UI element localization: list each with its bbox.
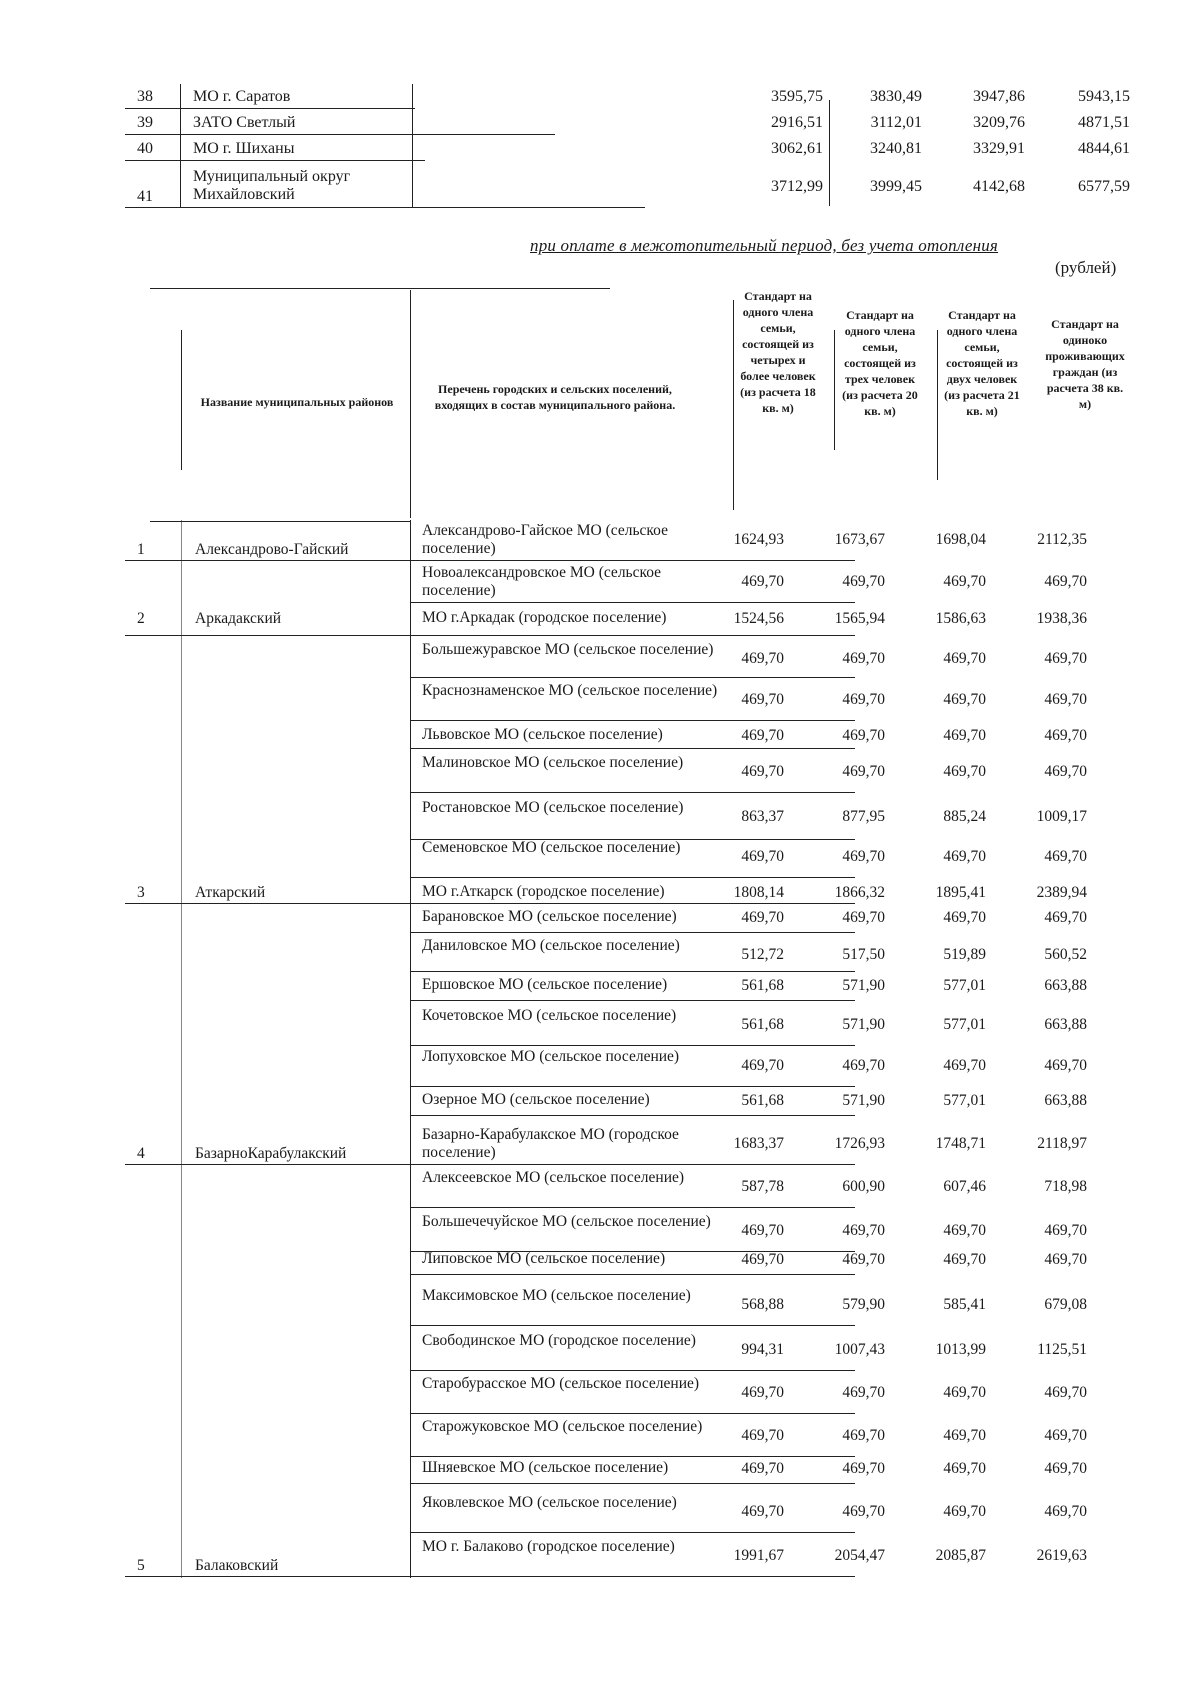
value-cell: 469,70 [943, 573, 986, 590]
value-cell: 679,08 [1044, 1296, 1087, 1313]
value-cell: 1624,93 [733, 531, 784, 548]
value-cell: 2118,97 [1037, 1135, 1087, 1152]
settlement-name: Максимовское МО (сельское поселение) [422, 1287, 691, 1304]
value-cell: 1683,37 [733, 1135, 784, 1152]
value-cell: 469,70 [842, 1384, 885, 1401]
district-name: Александрово-Гайский [195, 541, 349, 558]
settlement-name: Даниловское МО (сельское поселение) [422, 937, 680, 954]
value-cell: 469,70 [1044, 1057, 1087, 1074]
value-cell: 469,70 [842, 1251, 885, 1268]
district-name: Аткарский [195, 884, 266, 901]
value-cell: 571,90 [842, 1092, 885, 1109]
value-cell: 1698,04 [935, 531, 986, 548]
settlement-name: Кочетовское МО (сельское поселение) [422, 1007, 677, 1024]
table-line [125, 635, 410, 636]
value-cell: 469,70 [842, 763, 885, 780]
table-line [181, 330, 182, 470]
municipality-name: ЗАТО Светлый [193, 114, 296, 131]
table-line [829, 100, 830, 206]
value-cell: 469,70 [842, 573, 885, 590]
value-cell: 561,68 [741, 1092, 784, 1109]
table-line [125, 903, 410, 904]
value-cell: 469,70 [943, 650, 986, 667]
value-cell: 1726,93 [834, 1135, 885, 1152]
value-cell: 469,70 [1044, 1251, 1087, 1268]
value-cell: 469,70 [741, 1460, 784, 1477]
value-cell: 1125,51 [1037, 1341, 1087, 1358]
table-line [410, 1413, 855, 1414]
settlement-name: Александрово-Гайское МО (сельское поселение) [422, 522, 668, 557]
value-cell: 469,70 [943, 763, 986, 780]
value-cell: 469,70 [842, 1460, 885, 1477]
table-row [125, 1491, 1135, 1533]
settlement-name: Семеновское МО (сельское поселение) [422, 839, 681, 856]
value-cell: 3947,86 [973, 88, 1025, 105]
table-line [410, 971, 855, 972]
value-cell: 469,70 [1044, 763, 1087, 780]
value-cell: 469,70 [842, 1222, 885, 1239]
value-cell: 469,70 [842, 1503, 885, 1520]
value-cell: 4871,51 [1078, 114, 1130, 131]
value-cell: 469,70 [1044, 1427, 1087, 1444]
value-cell: 519,89 [943, 946, 986, 963]
district-name: Балаковский [195, 1557, 279, 1574]
value-cell: 3240,81 [870, 140, 922, 157]
value-cell: 579,90 [842, 1296, 885, 1313]
table-line [410, 792, 855, 793]
table-row [125, 1329, 1135, 1371]
settlement-name: Малиновское МО (сельское поселение) [422, 754, 684, 771]
value-cell: 3999,45 [870, 178, 922, 195]
table-line [410, 720, 855, 721]
table-row [125, 880, 1135, 904]
table-line [125, 1164, 410, 1165]
value-cell: 1895,41 [935, 884, 986, 901]
table-row [125, 1045, 1135, 1087]
table-line [410, 1532, 855, 1533]
table-row [125, 638, 1135, 678]
value-cell: 469,70 [1044, 1503, 1087, 1520]
value-cell: 469,70 [1044, 1222, 1087, 1239]
value-cell: 469,70 [943, 1384, 986, 1401]
table-row [125, 1456, 1135, 1484]
table-row [125, 1004, 1135, 1046]
value-cell: 469,70 [943, 1222, 986, 1239]
settlement-name: Базарно-Карабулакское МО (городское поселение) [422, 1126, 679, 1161]
table-row [125, 136, 1135, 162]
table-line [181, 520, 182, 1578]
value-cell: 994,31 [741, 1341, 784, 1358]
settlement-name: Липовское МО (сельское поселение) [422, 1250, 666, 1267]
value-cell: 1673,67 [834, 531, 885, 548]
settlement-name: МО г.Аткарск (городское поселение) [422, 883, 665, 900]
value-cell: 561,68 [741, 977, 784, 994]
table-row [125, 1247, 1135, 1275]
district-number: 2 [137, 610, 145, 627]
value-cell: 1808,14 [733, 884, 784, 901]
settlement-name: Львовское МО (сельское поселение) [422, 726, 663, 743]
table-line [410, 748, 855, 749]
value-cell: 469,70 [1044, 727, 1087, 744]
value-cell: 571,90 [842, 977, 885, 994]
table-line [410, 635, 855, 636]
value-cell: 3112,01 [870, 114, 922, 131]
value-cell: 560,52 [1044, 946, 1087, 963]
value-cell: 6577,59 [1078, 178, 1130, 195]
value-cell: 469,70 [741, 848, 784, 865]
table-line [410, 1576, 855, 1577]
value-cell: 663,88 [1044, 977, 1087, 994]
value-cell: 571,90 [842, 1016, 885, 1033]
table-line [410, 602, 855, 603]
value-cell: 577,01 [943, 977, 986, 994]
table-row [125, 1166, 1135, 1208]
value-cell: 3329,91 [973, 140, 1025, 157]
table-row [125, 561, 1135, 603]
value-cell: 469,70 [943, 848, 986, 865]
municipality-name: МО г. Шиханы [193, 140, 295, 157]
value-cell: 2112,35 [1037, 531, 1087, 548]
table-line [180, 84, 181, 208]
value-cell: 877,95 [842, 808, 885, 825]
district-name: Аркадакский [195, 610, 282, 627]
settlement-name: Старожуковское МО (сельское поселение) [422, 1418, 703, 1435]
table-line [937, 330, 938, 480]
table-line [125, 207, 645, 208]
value-cell: 3712,99 [771, 178, 823, 195]
table-row [125, 1535, 1135, 1577]
table-row [125, 679, 1135, 721]
value-cell: 469,70 [943, 1427, 986, 1444]
municipality-name: Муниципальный округ Михайловский [193, 168, 351, 203]
table-line [410, 290, 411, 518]
table-line [125, 160, 425, 161]
value-cell: 3595,75 [771, 88, 823, 105]
header-family-2: Стандарт на одного члена семьи, состоящей из двух человек (из расчета 21 кв. м) [944, 308, 1020, 418]
table-row [125, 164, 1135, 208]
units-label: (рублей) [1055, 258, 1117, 277]
value-cell: 469,70 [943, 909, 986, 926]
table-line [410, 1207, 855, 1208]
value-cell: 577,01 [943, 1016, 986, 1033]
settlement-name: МО г. Балаково (городское поселение) [422, 1538, 675, 1555]
district-number: 5 [137, 1557, 145, 1574]
settlement-name: Озерное МО (сельское поселение) [422, 1091, 650, 1108]
settlement-name: Свободинское МО (городское поселение) [422, 1332, 696, 1349]
value-cell: 577,01 [943, 1092, 986, 1109]
value-cell: 3062,61 [771, 140, 823, 157]
value-cell: 568,88 [741, 1296, 784, 1313]
header-single: Стандарт на одиноко проживающих граждан (из расчета 38 кв. м) [1045, 317, 1125, 411]
table-row [125, 110, 1135, 136]
settlement-name: Ершовское МО (сельское поселение) [422, 976, 668, 993]
value-cell: 2054,47 [834, 1547, 885, 1564]
header-district: Название муниципальных районов [200, 395, 394, 409]
value-cell: 585,41 [943, 1296, 986, 1313]
value-cell: 3830,49 [870, 88, 922, 105]
table-row [125, 905, 1135, 933]
table-row [125, 606, 1135, 636]
value-cell: 1007,43 [834, 1341, 885, 1358]
settlement-name: Барановское МО (сельское поселение) [422, 908, 677, 925]
value-cell: 469,70 [741, 1057, 784, 1074]
value-cell: 469,70 [741, 1222, 784, 1239]
settlement-name: Ростановское МО (сельское поселение) [422, 799, 684, 816]
table-row [125, 1415, 1135, 1457]
value-cell: 469,70 [842, 848, 885, 865]
settlement-name: Большечечуйское МО (сельское поселение) [422, 1213, 711, 1230]
value-cell: 469,70 [1044, 1460, 1087, 1477]
header-settlements: Перечень городских и сельских поселений, входящих в состав муниципального района. [434, 382, 676, 412]
table-line [410, 903, 855, 904]
row-number: 39 [137, 114, 153, 131]
value-cell: 600,90 [842, 1178, 885, 1195]
table-line [125, 134, 555, 135]
table-line [410, 1115, 855, 1116]
header-family-3: Стандарт на одного члена семьи, состоящей из трех человек (из расчета 20 кв. м) [842, 308, 918, 418]
table-line [410, 677, 855, 678]
table-line [410, 1086, 855, 1087]
value-cell: 469,70 [943, 1251, 986, 1268]
table-row [125, 1372, 1135, 1414]
table-line [410, 1164, 855, 1165]
value-cell: 469,70 [842, 691, 885, 708]
value-cell: 663,88 [1044, 1016, 1087, 1033]
value-cell: 3209,76 [973, 114, 1025, 131]
value-cell: 1524,56 [733, 610, 784, 627]
value-cell: 512,72 [741, 946, 784, 963]
value-cell: 885,24 [943, 808, 986, 825]
table-row [125, 84, 1135, 110]
value-cell: 469,70 [842, 909, 885, 926]
value-cell: 1009,17 [1036, 808, 1087, 825]
table-line [410, 932, 855, 933]
value-cell: 469,70 [943, 727, 986, 744]
value-cell: 2389,94 [1036, 884, 1087, 901]
value-cell: 469,70 [842, 1057, 885, 1074]
settlement-name: Алексеевское МО (сельское поселение) [422, 1169, 685, 1186]
table-line [410, 877, 855, 878]
value-cell: 1013,99 [935, 1341, 986, 1358]
district-number: 3 [137, 884, 145, 901]
value-cell: 2619,63 [1036, 1547, 1087, 1564]
value-cell: 663,88 [1044, 1092, 1087, 1109]
value-cell: 1586,63 [935, 610, 986, 627]
value-cell: 587,78 [741, 1178, 784, 1195]
value-cell: 469,70 [1044, 909, 1087, 926]
district-number: 4 [137, 1145, 145, 1162]
value-cell: 469,70 [1044, 691, 1087, 708]
settlement-name: Яковлевское МО (сельское поселение) [422, 1494, 677, 1511]
value-cell: 469,70 [741, 763, 784, 780]
value-cell: 2916,51 [771, 114, 823, 131]
row-number: 40 [137, 140, 153, 157]
table-row [125, 1088, 1135, 1116]
settlement-name: Краснознаменское МО (сельское поселение) [422, 682, 718, 699]
value-cell: 2085,87 [935, 1547, 986, 1564]
value-cell: 469,70 [943, 1503, 986, 1520]
table-line [410, 1325, 855, 1326]
table-row [125, 836, 1135, 878]
value-cell: 469,70 [943, 691, 986, 708]
row-number: 38 [137, 88, 153, 105]
district-name: БазарноКарабулакский [195, 1145, 347, 1162]
value-cell: 1991,67 [733, 1547, 784, 1564]
table-line [733, 300, 734, 510]
value-cell: 469,70 [741, 1427, 784, 1444]
table-row [125, 1210, 1135, 1252]
value-cell: 5943,15 [1078, 88, 1130, 105]
value-cell: 469,70 [1044, 848, 1087, 865]
table-line [410, 1483, 855, 1484]
table-line [150, 288, 610, 289]
value-cell: 469,70 [741, 727, 784, 744]
value-cell: 469,70 [741, 691, 784, 708]
table-row [125, 751, 1135, 793]
table-line [125, 108, 415, 109]
value-cell: 469,70 [741, 573, 784, 590]
table-row [125, 934, 1135, 972]
settlement-name: Большежуравское МО (сельское поселение) [422, 641, 714, 658]
value-cell: 4844,61 [1078, 140, 1130, 157]
value-cell: 469,70 [741, 909, 784, 926]
value-cell: 1565,94 [834, 610, 885, 627]
value-cell: 469,70 [943, 1057, 986, 1074]
municipality-name: МО г. Саратов [193, 88, 291, 105]
settlement-name: МО г.Аркадак (городское поселение) [422, 609, 667, 626]
table-line [410, 1274, 855, 1275]
settlement-name: Новоалександровское МО (сельское поселение) [422, 564, 662, 599]
table-line [125, 1576, 410, 1577]
table-row [125, 519, 1135, 561]
value-cell: 607,46 [943, 1178, 986, 1195]
header-family-4: Стандарт на одного члена семьи, состоящей из четырех и более человек (из расчета 18 кв. м) [740, 289, 816, 415]
section-caption: при оплате в межотопительный период, без учета отопления [530, 236, 999, 255]
value-cell: 1866,32 [834, 884, 885, 901]
value-cell: 469,70 [842, 1427, 885, 1444]
value-cell: 718,98 [1044, 1178, 1087, 1195]
value-cell: 863,37 [741, 808, 784, 825]
row-number: 41 [137, 188, 153, 205]
value-cell: 469,70 [741, 650, 784, 667]
value-cell: 469,70 [1044, 573, 1087, 590]
table-line [412, 84, 413, 208]
table-line [410, 520, 411, 1578]
value-cell: 469,70 [842, 650, 885, 667]
value-cell: 517,50 [842, 946, 885, 963]
table-line [410, 1370, 855, 1371]
table-row [125, 1123, 1135, 1165]
value-cell: 561,68 [741, 1016, 784, 1033]
value-cell: 469,70 [1044, 650, 1087, 667]
value-cell: 469,70 [1044, 1384, 1087, 1401]
district-number: 1 [137, 541, 145, 558]
table-row [125, 1284, 1135, 1326]
table-row [125, 796, 1135, 840]
value-cell: 1938,36 [1036, 610, 1087, 627]
value-cell: 469,70 [741, 1251, 784, 1268]
value-cell: 1748,71 [935, 1135, 986, 1152]
value-cell: 469,70 [943, 1460, 986, 1477]
value-cell: 469,70 [741, 1503, 784, 1520]
table-line [410, 1000, 855, 1001]
settlement-name: Шняевское МО (сельское поселение) [422, 1459, 669, 1476]
table-line [834, 330, 835, 450]
table-row [125, 973, 1135, 1001]
settlement-name: Старобурасское МО (сельское поселение) [422, 1375, 700, 1392]
table-row [125, 723, 1135, 749]
value-cell: 4142,68 [973, 178, 1025, 195]
value-cell: 469,70 [842, 727, 885, 744]
settlement-name: Лопуховское МО (сельское поселение) [422, 1048, 680, 1065]
value-cell: 469,70 [741, 1384, 784, 1401]
